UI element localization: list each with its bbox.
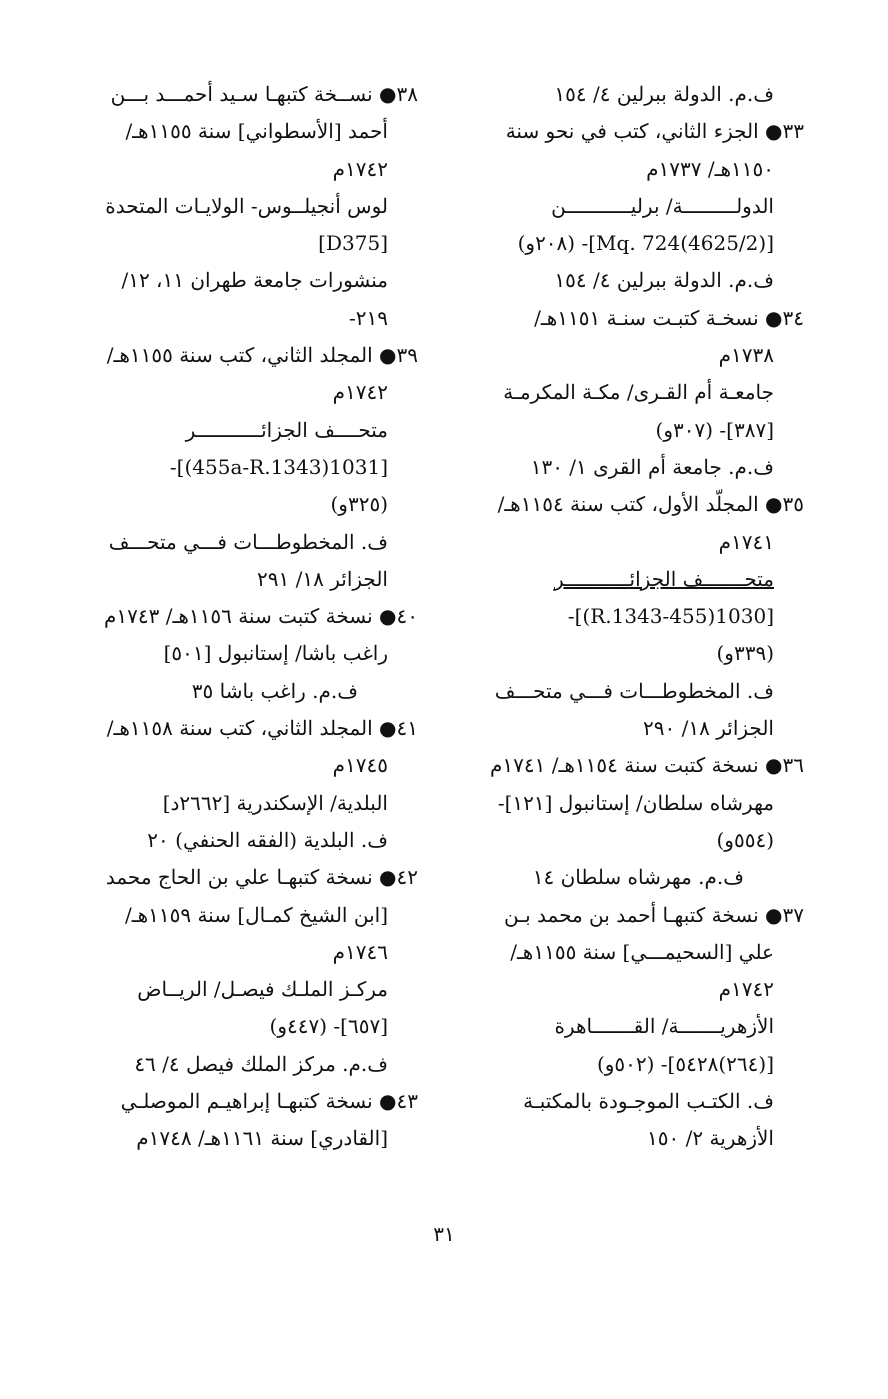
text-line: ف.م. مركز الملك فيصل ٤/ ٤٦ bbox=[134, 1051, 388, 1076]
text-line: ١٧٤٢م bbox=[332, 380, 388, 405]
text-line: متحــــف الجزائـــــــــــر bbox=[185, 417, 388, 442]
text-line: علي [السحيمـــي] سنة ١١٥٥هـ/ bbox=[510, 939, 774, 964]
text-line: ف.م. راغب باشا ٣٥ bbox=[191, 678, 358, 703]
text-line: ٣٤● نسخـة كتبـت سنـة ١١٥١هـ/ bbox=[534, 305, 804, 330]
text-line: ف.م. جامعة أم القرى ١/ ١٣٠ bbox=[530, 454, 774, 479]
text-line: ٤٠● نسخة كتبت سنة ١١٥٦هـ/ ١٧٤٣م bbox=[104, 604, 418, 629]
text-line: ١٧٤٢م bbox=[332, 156, 388, 181]
text-line: ٣٦● نسخة كتبت سنة ١١٥٤هـ/ ١٧٤١م bbox=[490, 753, 804, 778]
text-line: ٣٥● المجلّد الأول، كتب سنة ١١٥٤هـ/ bbox=[497, 492, 804, 517]
text-line: متحـــــــف الجزائـــــــــــر bbox=[554, 566, 774, 591]
text-line: [1031(455a-R.1343)]- bbox=[169, 454, 388, 479]
text-line: ٢١٩- bbox=[349, 305, 388, 330]
right-column bbox=[462, 76, 804, 1158]
text-line: لوس أنجيلــوس- الولايـات المتحدة bbox=[105, 193, 388, 218]
text-line: ١٧٣٨م bbox=[718, 343, 774, 368]
text-line: [1030(455-R.1343)]- bbox=[567, 604, 774, 629]
text-line: البلدية/ الإسكندرية [٢٦٦٢د] bbox=[162, 790, 388, 815]
text-line: ١١٥٠هـ/ ١٧٣٧م bbox=[646, 156, 774, 181]
page-number: ٣١ bbox=[433, 1222, 455, 1246]
text-line: ١٧٤٦م bbox=[332, 939, 388, 964]
text-line: منشورات جامعة طهران ١١، ١٢/ bbox=[121, 268, 388, 293]
text-line: ٤٣● نسخة كتبهـا إبراهيـم الموصلـي bbox=[120, 1089, 418, 1114]
text-line: ف.م. الدولة ببرلين ٤/ ١٥٤ bbox=[554, 268, 774, 293]
text-line: (٣٢٥و) bbox=[330, 492, 388, 517]
text-line: [٦٥٧]- (٤٤٧و) bbox=[269, 1014, 388, 1039]
text-line: راغب باشا/ إستانبول [٥٠١] bbox=[163, 641, 388, 666]
text-line: الدولـــــــــة/ برليـــــــــــن bbox=[551, 193, 774, 218]
text-line: ف. المخطوطـــات فـــي متحـــف bbox=[494, 678, 774, 703]
text-line: ف.م. مهرشاه سلطان ١٤ bbox=[532, 865, 744, 890]
text-line: [(4625/2)Mq. 724]- (٢٠٨و) bbox=[517, 231, 774, 256]
text-line: ٤١● المجلد الثاني، كتب سنة ١١٥٨هـ/ bbox=[106, 716, 418, 741]
text-line: ف.م. الدولة ببرلين ٤/ ١٥٤ bbox=[554, 82, 774, 106]
text-line: ١٧٤١م bbox=[718, 529, 774, 554]
text-line: الجزائر ١٨/ ٢٩١ bbox=[257, 566, 388, 591]
text-line: [(٢٦٤)٥٤٢٨]- (٥٠٢و) bbox=[596, 1051, 774, 1076]
text-line: ١٧٤٢م bbox=[718, 977, 774, 1002]
text-line: (٣٣٩و) bbox=[716, 641, 774, 666]
text-line: [ابن الشيخ كمـال] سنة ١١٥٩هـ/ bbox=[124, 902, 388, 927]
text-line: جامعـة أم القـرى/ مكـة المكرمـة bbox=[503, 380, 774, 405]
text-line: أحمد [الأسطواني] سنة ١١٥٥هـ/ bbox=[125, 119, 388, 144]
text-line: ١٧٤٥م bbox=[332, 753, 388, 778]
text-line: [D375] bbox=[318, 231, 388, 256]
text-line: ٣٧● نسخة كتبهـا أحمد بن محمد بـن bbox=[504, 902, 804, 927]
text-line: ف. المخطوطـــات فـــي متحـــف bbox=[108, 529, 388, 554]
text-line: مهرشاه سلطان/ إستانبول [١٢١]- bbox=[497, 790, 774, 815]
text-line: ٣٩● المجلد الثاني، كتب سنة ١١٥٥هـ/ bbox=[106, 343, 418, 368]
text-line: مركـز الملـك فيصـل/ الريــاض bbox=[137, 977, 388, 1002]
text-line: الأزهريـــــــة/ القـــــــاهرة bbox=[554, 1014, 774, 1039]
left-column bbox=[76, 76, 418, 1158]
text-line: الأزهرية ٢/ ١٥٠ bbox=[647, 1126, 774, 1151]
text-line: (٥٥٤و) bbox=[716, 827, 774, 852]
text-line: ٣٨● نســخة كتبهـا سـيد أحمـــد بـــن bbox=[110, 82, 418, 106]
text-line: ٤٢● نسخة كتبهـا علي بن الحاج محمد bbox=[105, 865, 418, 890]
text-line: [٣٨٧]- (٣٠٧و) bbox=[655, 417, 774, 442]
text-line: [القادري] سنة ١١٦١هـ/ ١٧٤٨م bbox=[136, 1126, 388, 1151]
text-line: ف. الكتـب الموجـودة بالمكتبـة bbox=[523, 1089, 774, 1114]
text-line: ف. البلدية (الفقه الحنفي) ٢٠ bbox=[147, 827, 388, 852]
text-line: ٣٣● الجزء الثاني، كتب في نحو سنة bbox=[505, 119, 804, 144]
text-line: الجزائر ١٨/ ٢٩٠ bbox=[643, 716, 774, 741]
